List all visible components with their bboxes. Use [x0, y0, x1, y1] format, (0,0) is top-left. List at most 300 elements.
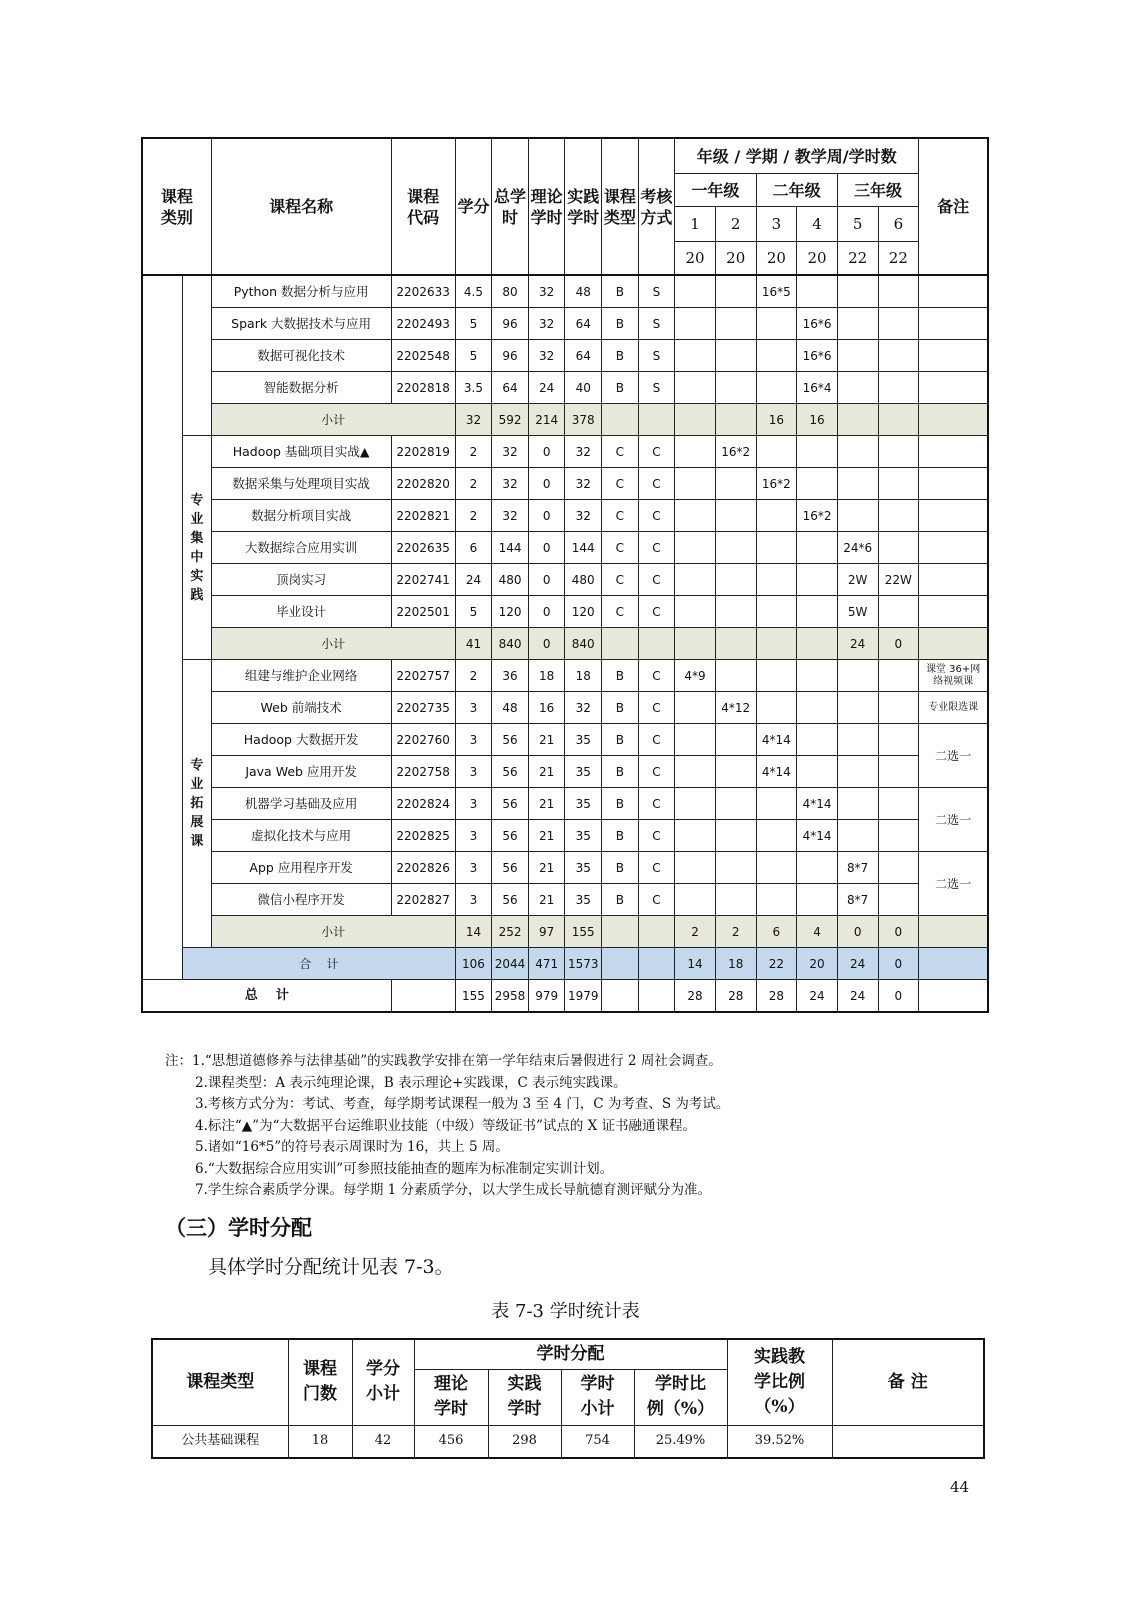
cell-semester-schedule: 20: [797, 948, 838, 980]
header-year-3: 三年级: [837, 174, 918, 207]
cell-exam-method: C: [638, 884, 675, 916]
cell-total-hours: 64: [492, 372, 529, 404]
cell-semester-schedule: [837, 724, 878, 756]
cell-total-hours: 592: [492, 404, 529, 436]
cell-semester-schedule: 16*2: [756, 468, 797, 500]
cell-remark: 二选一: [919, 788, 988, 852]
cell-exam-method: C: [638, 532, 675, 564]
cell-course-name: 顶岗实习: [211, 564, 391, 596]
subtotal-row: [142, 404, 988, 436]
header-weeks: 22: [878, 242, 919, 276]
cell-course-type: B: [602, 852, 639, 884]
cell-semester-schedule: [715, 404, 756, 436]
cell-course-type: B: [602, 884, 639, 916]
cell-practice-hours: 32: [565, 468, 602, 500]
cell-credit: 2: [455, 468, 492, 500]
header-semester: 1: [675, 207, 716, 242]
cell-semester-schedule: 16*6: [797, 308, 838, 340]
cell-practice-hours: 64: [565, 308, 602, 340]
cell-total-hours: 32: [492, 468, 529, 500]
cell-exam-method: C: [638, 820, 675, 852]
cell-course-code: 2202501: [391, 596, 455, 628]
cell-theory-hours: 16: [528, 692, 565, 724]
cell-course-type: C: [602, 468, 639, 500]
cell-credit: 3: [455, 852, 492, 884]
cell-theory-hours: 979: [528, 980, 565, 1013]
cell-credit: 41: [455, 628, 492, 660]
header-weeks: 20: [756, 242, 797, 276]
cell-semester-schedule: [837, 308, 878, 340]
cell-theory-hours: 32: [528, 275, 565, 308]
cell-total-hours: 32: [492, 436, 529, 468]
cell-semester-schedule: [756, 852, 797, 884]
header-course-type: 课程类型: [152, 1339, 288, 1425]
cell-course-type: B: [602, 340, 639, 372]
cell-semester-schedule: 28: [675, 980, 716, 1013]
table-row: [142, 468, 988, 500]
cell-semester-schedule: [715, 532, 756, 564]
header-theory-hours: 理论 学时: [528, 138, 565, 275]
cell-remark: [919, 628, 988, 660]
subtotal-label: 小计: [211, 628, 455, 660]
cell-semester-schedule: [797, 532, 838, 564]
grand-total-label: 总 计: [142, 980, 391, 1013]
cell-course-name: 智能数据分析: [211, 372, 391, 404]
header-practice-ratio: 实践教 学比例 （%）: [727, 1339, 832, 1425]
cell-theory-hours: 0: [528, 628, 565, 660]
cell-theory-hours: 21: [528, 788, 565, 820]
cell-semester-schedule: 14: [675, 948, 716, 980]
header-hours-ratio: 学时比 例（%）: [634, 1369, 727, 1425]
cell-credit: 5: [455, 596, 492, 628]
cell-semester-schedule: 0: [878, 980, 919, 1013]
header-hours-distribution: 学时分配: [414, 1339, 727, 1369]
cell-semester-schedule: 2: [675, 916, 716, 948]
note-line: 7.学生综合素质学分课。每学期 1 分素质学分，以大学生成长导航德育测评赋分为准。: [195, 1182, 712, 1198]
header-semester: 4: [797, 207, 838, 242]
cell-ratio: 25.49%: [634, 1425, 727, 1458]
cell-semester-schedule: [756, 660, 797, 692]
cell-semester-schedule: [837, 404, 878, 436]
cell-semester-schedule: [837, 468, 878, 500]
subgroup-cell: [183, 275, 211, 436]
cell-semester-schedule: [756, 884, 797, 916]
cell-semester-schedule: 0: [837, 916, 878, 948]
cell-credit: 3: [455, 724, 492, 756]
header-year-2: 二年级: [756, 174, 837, 207]
cell-semester-schedule: [756, 788, 797, 820]
cell-course-type: C: [602, 564, 639, 596]
cell-semester-schedule: [837, 275, 878, 308]
cell-semester-schedule: [878, 884, 919, 916]
cell-course-type: C: [602, 436, 639, 468]
cell-semester-schedule: [675, 500, 716, 532]
table-row: [142, 692, 988, 724]
cell-semester-schedule: 28: [756, 980, 797, 1013]
cell-course-type: C: [602, 500, 639, 532]
subtotal-label: 小计: [211, 404, 455, 436]
cell-remark: [919, 596, 988, 628]
cell-semester-schedule: [715, 308, 756, 340]
cell-credit: 3.5: [455, 372, 492, 404]
cell-semester-schedule: [837, 372, 878, 404]
cell-course-name: Hadoop 大数据开发: [211, 724, 391, 756]
cell-course-name: Java Web 应用开发: [211, 756, 391, 788]
table-row: [142, 436, 988, 468]
cell-semester-schedule: [675, 788, 716, 820]
cell-course-name: 数据采集与处理项目实战: [211, 468, 391, 500]
cell-semester-schedule: 16*2: [715, 436, 756, 468]
cell-credit: 5: [455, 308, 492, 340]
cell-practice-hours: 155: [565, 916, 602, 948]
cell-course-code: 2202821: [391, 500, 455, 532]
table-row: [142, 275, 988, 308]
cell-semester-schedule: [878, 275, 919, 308]
combined-total-label: 合 计: [183, 948, 456, 980]
cell-course-type: [602, 404, 639, 436]
category-cell: [142, 275, 183, 980]
cell-theory-hours: 214: [528, 404, 565, 436]
cell-semester-schedule: [756, 308, 797, 340]
cell-course-code: 2202818: [391, 372, 455, 404]
cell-theory-hours: 0: [528, 468, 565, 500]
table-row: [142, 660, 988, 692]
cell-course-name: Spark 大数据技术与应用: [211, 308, 391, 340]
cell-course-code: 2202819: [391, 436, 455, 468]
cell-exam-method: C: [638, 500, 675, 532]
note-line: 2.课程类型：A 表示纯理论课，B 表示理论+实践课，C 表示纯实践课。: [195, 1074, 627, 1091]
cell-semester-schedule: 6: [756, 916, 797, 948]
cell-remark: [919, 340, 988, 372]
cell-semester-schedule: [675, 724, 716, 756]
cell-theory-hours: 21: [528, 884, 565, 916]
cell-credit: 3: [455, 820, 492, 852]
cell-course-code: 2202757: [391, 660, 455, 692]
header-weeks: 20: [715, 242, 756, 276]
cell-theory-hours: 0: [528, 436, 565, 468]
header-semester: 2: [715, 207, 756, 242]
cell-semester-schedule: [756, 596, 797, 628]
cell-semester-schedule: [715, 372, 756, 404]
cell-course-code: 2202735: [391, 692, 455, 724]
cell-semester-schedule: 4*14: [756, 724, 797, 756]
cell-course-code: 2202493: [391, 308, 455, 340]
table-row: [142, 724, 988, 756]
cell-practice-hours: 378: [565, 404, 602, 436]
table-row: [142, 756, 988, 788]
cell-practice-hours: 840: [565, 628, 602, 660]
cell-subtotal: 754: [561, 1425, 634, 1458]
cell-total-hours: 96: [492, 340, 529, 372]
cell-semester-schedule: [675, 436, 716, 468]
cell-theory-hours: 32: [528, 308, 565, 340]
cell-practice-hours: 144: [565, 532, 602, 564]
cell-semester-schedule: [675, 884, 716, 916]
cell-semester-schedule: [756, 820, 797, 852]
cell-credit: 106: [455, 948, 492, 980]
subtotal-row: [142, 916, 988, 948]
cell-semester-schedule: 5W: [837, 596, 878, 628]
cell-semester-schedule: [837, 500, 878, 532]
cell-semester-schedule: 16*2: [797, 500, 838, 532]
cell-course-code: 2202548: [391, 340, 455, 372]
cell-semester-schedule: [837, 756, 878, 788]
cell-theory-hours: 97: [528, 916, 565, 948]
cell-semester-schedule: 4*12: [715, 692, 756, 724]
header-remark: 备注: [919, 138, 988, 275]
cell-exam-method: S: [638, 340, 675, 372]
cell-total-hours: 56: [492, 820, 529, 852]
cell-semester-schedule: 16*6: [797, 340, 838, 372]
cell-course-code: 2202760: [391, 724, 455, 756]
cell-semester-schedule: [878, 436, 919, 468]
cell-semester-schedule: 16*5: [756, 275, 797, 308]
header-year-1: 一年级: [675, 174, 756, 207]
cell-total-hours: 36: [492, 660, 529, 692]
cell-practice-hours: 35: [565, 884, 602, 916]
cell-semester-schedule: 24: [797, 980, 838, 1013]
header-course-name: 课程名称: [211, 138, 391, 275]
cell-course-type: B: [602, 820, 639, 852]
cell-practice-hours: 40: [565, 372, 602, 404]
cell-course-name: Hadoop 基础项目实战▲: [211, 436, 391, 468]
cell-semester-schedule: [756, 628, 797, 660]
cell-remark: [919, 372, 988, 404]
cell-semester-schedule: [878, 724, 919, 756]
cell-course-name: 机器学习基础及应用: [211, 788, 391, 820]
cell-total-hours: 56: [492, 756, 529, 788]
cell-exam-method: C: [638, 564, 675, 596]
cell-total-hours: 32: [492, 500, 529, 532]
header-practice-hours: 实践 学时: [488, 1369, 561, 1425]
header-semester: 5: [837, 207, 878, 242]
cell-course-name: 大数据综合应用实训: [211, 532, 391, 564]
cell-semester-schedule: 22W: [878, 564, 919, 596]
cell-exam-method: S: [638, 308, 675, 340]
cell-semester-schedule: [715, 884, 756, 916]
header-schedule: 年级 / 学期 / 教学周/学时数: [675, 138, 919, 174]
cell-practice: 298: [488, 1425, 561, 1458]
table-row: [142, 820, 988, 852]
cell-exam-method: C: [638, 756, 675, 788]
cell-semester-schedule: 24: [837, 980, 878, 1013]
cell-semester-schedule: [797, 852, 838, 884]
cell-course-type: [602, 916, 639, 948]
cell-remark: 二选一: [919, 852, 988, 916]
cell-course-count: 18: [288, 1425, 352, 1458]
cell-semester-schedule: [715, 756, 756, 788]
cell-total-hours: 252: [492, 916, 529, 948]
cell-total-hours: 56: [492, 852, 529, 884]
cell-credit: 2: [455, 660, 492, 692]
header-weeks: 22: [837, 242, 878, 276]
cell-semester-schedule: [715, 788, 756, 820]
cell-total-hours: 56: [492, 884, 529, 916]
cell-total-hours: 56: [492, 724, 529, 756]
header-remark: 备 注: [832, 1339, 984, 1425]
cell-total-hours: 2958: [492, 980, 529, 1013]
cell-semester-schedule: [756, 564, 797, 596]
cell-semester-schedule: [797, 436, 838, 468]
header-course-count: 课程 门数: [288, 1339, 352, 1425]
cell-practice-hours: 1979: [565, 980, 602, 1013]
table-row: [142, 564, 988, 596]
hours-statistics-table: [151, 1338, 985, 1459]
cell-credit: 4.5: [455, 275, 492, 308]
cell-exam-method: C: [638, 692, 675, 724]
cell-course-name: 组建与维护企业网络: [211, 660, 391, 692]
header-practice-hours: 实践 学时: [565, 138, 602, 275]
cell-exam-method: C: [638, 436, 675, 468]
note-line: 注：1.“思想道德修养与法律基础”的实践教学安排在第一学年结束后暑假进行 2 周社会调查。: [165, 1053, 722, 1069]
cell-course-type: B: [602, 756, 639, 788]
cell-semester-schedule: 16: [797, 404, 838, 436]
cell-credit: 32: [455, 404, 492, 436]
cell-exam-method: [638, 404, 675, 436]
cell-semester-schedule: [797, 692, 838, 724]
cell-semester-schedule: [878, 404, 919, 436]
header-credit-subtotal: 学分 小计: [352, 1339, 414, 1425]
cell-practice-hours: 35: [565, 788, 602, 820]
cell-theory-hours: 24: [528, 372, 565, 404]
cell-semester-schedule: [878, 660, 919, 692]
cell-semester-schedule: [878, 852, 919, 884]
cell-course-code: 2202820: [391, 468, 455, 500]
cell-semester-schedule: [715, 724, 756, 756]
cell-semester-schedule: [675, 692, 716, 724]
table-row: [142, 788, 988, 820]
cell-exam-method: C: [638, 660, 675, 692]
cell-course-code: 2202758: [391, 756, 455, 788]
cell-semester-schedule: [715, 628, 756, 660]
table-caption: 表 7-3 学时统计表: [491, 1301, 640, 1322]
cell-practice-hours: 35: [565, 756, 602, 788]
header-weeks: 20: [797, 242, 838, 276]
cell-theory-hours: 0: [528, 564, 565, 596]
cell-course-type: B: [602, 692, 639, 724]
cell-semester-schedule: 16: [756, 404, 797, 436]
cell-remark: [919, 275, 988, 308]
header-theory-hours: 理论 学时: [414, 1369, 488, 1425]
cell-course-name: 虚拟化技术与应用: [211, 820, 391, 852]
cell-course-code: 2202825: [391, 820, 455, 852]
cell-credit: 5: [455, 340, 492, 372]
cell-semester-schedule: [878, 596, 919, 628]
cell-theory-hours: 21: [528, 724, 565, 756]
cell-exam-method: S: [638, 275, 675, 308]
cell-course-type: B: [602, 660, 639, 692]
cell-semester-schedule: 4*9: [675, 660, 716, 692]
cell-course-type: [602, 980, 639, 1013]
cell-remark: [919, 564, 988, 596]
cell-semester-schedule: [715, 564, 756, 596]
table-row: [142, 372, 988, 404]
table-row: [142, 596, 988, 628]
cell-remark: [919, 500, 988, 532]
cell-course-type: B: [602, 275, 639, 308]
header-semester: 3: [756, 207, 797, 242]
cell-credit: 14: [455, 916, 492, 948]
cell-semester-schedule: [837, 660, 878, 692]
cell-semester-schedule: [878, 756, 919, 788]
cell-semester-schedule: [715, 340, 756, 372]
cell-remark: [919, 532, 988, 564]
cell-practice-ratio: 39.52%: [727, 1425, 832, 1458]
cell-course-type: C: [602, 532, 639, 564]
cell-total-hours: 80: [492, 275, 529, 308]
cell-semester-schedule: [878, 500, 919, 532]
cell-semester-schedule: [797, 596, 838, 628]
cell-semester-schedule: [797, 275, 838, 308]
cell-course-code: 2202633: [391, 275, 455, 308]
cell-course-code: 2202741: [391, 564, 455, 596]
section-heading: （三）学时分配: [165, 1216, 312, 1240]
cell-course-name: 数据分析项目实战: [211, 500, 391, 532]
cell-semester-schedule: [797, 468, 838, 500]
cell-semester-schedule: [715, 500, 756, 532]
cell-theory-hours: 21: [528, 756, 565, 788]
table-row: [152, 1425, 984, 1458]
cell-semester-schedule: [837, 340, 878, 372]
header-credit: 学分: [455, 138, 492, 275]
cell-semester-schedule: [837, 436, 878, 468]
cell-course-name: Web 前端技术: [211, 692, 391, 724]
note-line: 4.标注“▲”为“大数据平台运维职业技能（中级）等级证书”试点的 X 证书融通课程。: [195, 1117, 697, 1134]
cell-remark: [832, 1425, 984, 1458]
cell-semester-schedule: [797, 660, 838, 692]
cell-theory-hours: 21: [528, 820, 565, 852]
cell-remark: [919, 916, 988, 948]
cell-course-type: B: [602, 372, 639, 404]
header-total-hours: 总学 时: [492, 138, 529, 275]
combined-total-row: [142, 948, 988, 980]
note-line: 3.考核方式分为：考试、考查，每学期考试课程一般为 3 至 4 门，C 为考查、S 为考试。: [195, 1096, 730, 1112]
cell-course-name: 毕业设计: [211, 596, 391, 628]
cell-course-name: 微信小程序开发: [211, 884, 391, 916]
cell-semester-schedule: [797, 724, 838, 756]
cell-course-code: 2202824: [391, 788, 455, 820]
cell-course-type: [602, 628, 639, 660]
cell-remark: [919, 308, 988, 340]
table-row: [142, 340, 988, 372]
subtotal-label: 小计: [211, 916, 455, 948]
cell-exam-method: [638, 980, 675, 1013]
cell-total-hours: 96: [492, 308, 529, 340]
cell-course-type: B: [602, 724, 639, 756]
cell-total-hours: 48: [492, 692, 529, 724]
cell-credit: 24: [455, 564, 492, 596]
cell-semester-schedule: [675, 372, 716, 404]
cell-total-hours: 120: [492, 596, 529, 628]
cell-semester-schedule: [797, 756, 838, 788]
cell-semester-schedule: 0: [878, 916, 919, 948]
cell-semester-schedule: [837, 692, 878, 724]
cell-semester-schedule: [878, 532, 919, 564]
header-exam-method: 考核 方式: [638, 138, 675, 275]
cell-theory-hours: 32: [528, 340, 565, 372]
table-row: [142, 500, 988, 532]
cell-course-code: [391, 980, 455, 1013]
cell-exam-method: [638, 916, 675, 948]
cell-semester-schedule: [715, 275, 756, 308]
cell-semester-schedule: [675, 275, 716, 308]
cell-credit: 2: [455, 500, 492, 532]
cell-semester-schedule: [715, 596, 756, 628]
cell-semester-schedule: [878, 308, 919, 340]
cell-course-code: 2202827: [391, 884, 455, 916]
cell-semester-schedule: [756, 692, 797, 724]
cell-exam-method: S: [638, 372, 675, 404]
